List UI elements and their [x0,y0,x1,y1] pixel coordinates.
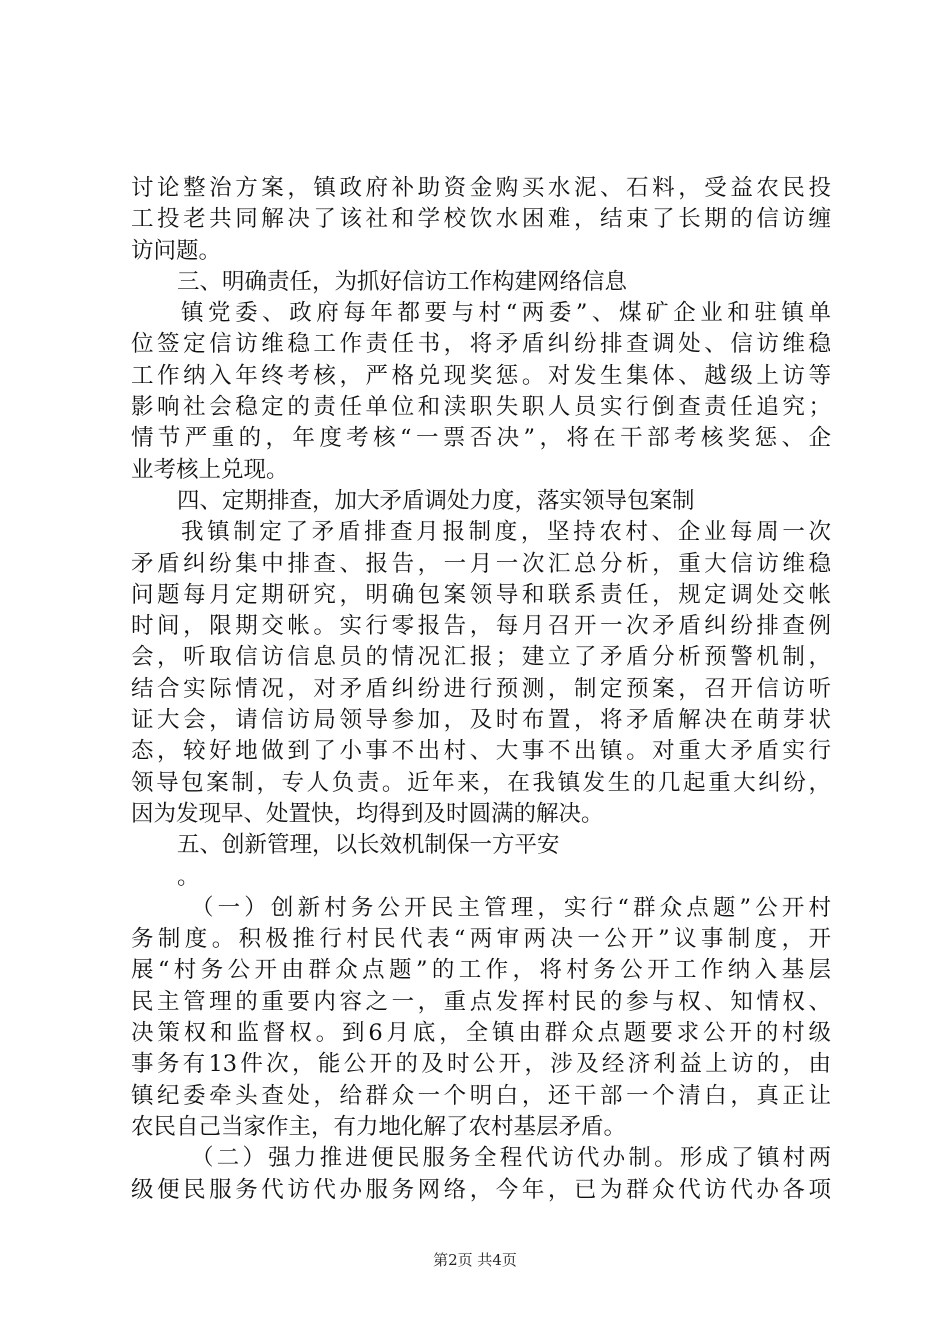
text-line: 影响社会稳定的责任单位和渎职失职人员实行倒查责任追究； [131,394,831,421]
text-line: 事务有13件次，能公开的及时公开，涉及经济利益上访的，由 [131,1051,831,1078]
text-line: 展“村务公开由群众点题”的工作，将村务公开工作纳入基层 [131,957,831,984]
text-line: 时间，限期交帐。实行零报告，每月召开一次矛盾纠纷排查例 [131,613,831,640]
text-line: 镇党委、政府每年都要与村“两委”、煤矿企业和驻镇单 [181,300,831,327]
text-line: 访问题。 [131,237,222,264]
section-heading: 四、定期排查，加大矛盾调处力度，落实领导包案制 [177,487,695,514]
text-line: 领导包案制，专人负责。近年来，在我镇发生的几起重大纠纷， [131,769,831,796]
text-line: 级便民服务代访代办服务网络，今年，已为群众代访代办各项 [131,1176,831,1203]
text-line: 态，较好地做到了小事不出村、大事不出镇。对重大矛盾实行 [131,738,831,765]
text-line: （一）创新村务公开民主管理，实行“群众点题”公开村 [191,894,831,921]
text-line: 。 [177,863,200,890]
text-line: 结合实际情况，对矛盾纠纷进行预测，制定预案，召开信访听 [131,675,831,702]
text-line: 问题每月定期研究，明确包案领导和联系责任，规定调处交帐 [131,581,831,608]
section-heading: 五、创新管理，以长效机制保一方平安 [177,832,560,859]
text-line: 情节严重的，年度考核“一票否决”，将在干部考核奖惩、企 [131,425,831,452]
text-line: 农民自己当家作主，有力地化解了农村基层矛盾。 [131,1113,627,1140]
text-line: （二）强力推进便民服务全程代访代办制。形成了镇村两 [191,1145,831,1172]
section-heading: 三、明确责任，为抓好信访工作构建网络信息 [177,268,628,295]
text-line: 工投老共同解决了该社和学校饮水困难，结束了长期的信访缠 [131,206,831,233]
text-line: 决策权和监督权。到6月底，全镇由群众点题要求公开的村级 [131,1020,831,1047]
text-line: 业考核上兑现。 [131,456,289,483]
text-line: 会，听取信访信息员的情况汇报；建立了矛盾分析预警机制， [131,644,831,671]
text-line: 镇纪委牵头查处，给群众一个明白，还干部一个清白，真正让 [131,1082,831,1109]
text-line: 工作纳入年终考核，严格兑现奖惩。对发生集体、越级上访等 [131,362,831,389]
text-line: 证大会，请信访局领导参加，及时布置，将矛盾解决在萌芽状 [131,707,831,734]
text-line: 矛盾纠纷集中排查、报告，一月一次汇总分析，重大信访维稳 [131,550,831,577]
text-line: 位签定信访维稳工作责任书，将矛盾纠纷排查调处、信访维稳 [131,331,831,358]
text-line: 务制度。积极推行村民代表“两审两决一公开”议事制度，开 [131,926,831,953]
text-line: 民主管理的重要内容之一，重点发挥村民的参与权、知情权、 [131,988,831,1015]
text-line: 因为发现早、处置快，均得到及时圆满的解决。 [131,800,604,827]
text-line: 讨论整治方案，镇政府补助资金购买水泥、石料，受益农民投 [131,175,831,201]
page-footer: 第2页 共4页 [433,1251,517,1269]
text-line: 我镇制定了矛盾排查月报制度，坚持农村、企业每周一次 [181,519,831,546]
document-body [131,173,831,1206]
